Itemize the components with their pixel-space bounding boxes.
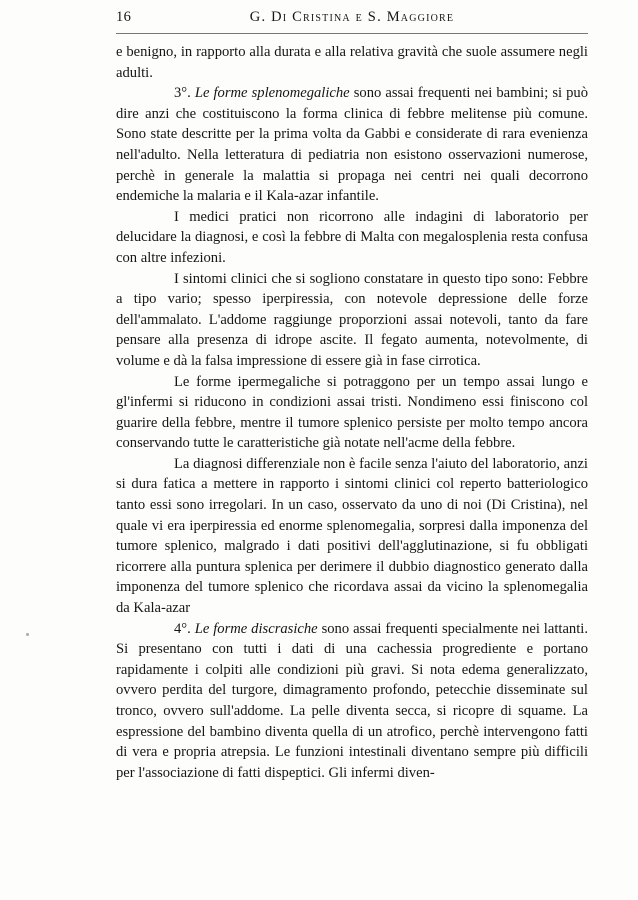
paragraph-text: La diagnosi differenziale non è facile senza l'aiuto del laboratorio, anzi si dura fatica a mettere in rapporto i sintomi clinici col reperto batteriologico tanto essi sono irregolari. In un caso, osservato da uno di noi (Di Cristina), nel quale vi era iperpiressia ed enorme splenomegalia, sorpresi dalla imponenza del tumore splenico, malgrado i dati positivi dell'agglutinazione, si fu obbligati ricorrere alla puntura splenica per derimere il dubbio diagnostico generato dalla imponenza del tumore splenico che ricordava assai da vicino la splenomegalia da Kala-azar xyxy=(116,455,588,617)
paragraph xyxy=(116,207,588,269)
header-rule xyxy=(116,33,588,34)
page-number: 16 xyxy=(116,9,132,25)
paragraph-text: Le forme ipermegaliche si potraggono per un tempo assai lungo e gl'infermi si riducono in condizioni assai tristi. Nondimeno essi finiscono col guarire della febbre, mentre il tumore splenico persiste per molto tempo ancora conservando tutte le caratteristiche già notate nell'acme della febbre. xyxy=(116,373,588,452)
paragraph-text: e benigno, in rapporto alla durata e alla relativa gravità che suole assumere negli adulti. xyxy=(116,44,588,81)
italic-heading: Le forme splenomegaliche xyxy=(194,85,350,102)
paragraph-text: sono assai frequenti specialmente nei lattanti. Si presentano con tutti i dati di una cachessia progrediente e portano rapidamente i colpiti alle condizioni più gravi. Si nota edema generalizzato, ovvero perdita del turgore, dimagramento profondo, petecchie disseminate sul tronco, ovvero sull'addome. La pelle diventa secca, si ricopre di squame. La espressione del bambino diventa quella di un atrofico, perchè intervengono fatti di vera e propria atrepsia. Le funzioni intestinali diventano sempre più difficili per l'associazione di fatti dispeptici. Gli infermi diven- xyxy=(116,620,588,781)
paragraph-text: 4°. xyxy=(174,620,195,637)
paragraph xyxy=(116,42,588,83)
paragraph xyxy=(116,269,588,372)
body-text xyxy=(116,42,588,783)
paragraph-text: sono assai frequenti nei bambini; si può dire anzi che costituiscono la forma clinica di febbre melitense più comune. Sono state descritte per la prima volta da Gabbi e considerate di rara evenienza nell'adulto. Nella letteratura di pediatria non esistono osservazioni numerose, perchè in generale la malattia si propaga nei centri nei quali decorrono endemiche la malaria e il Kala-azar infantile. xyxy=(116,85,588,205)
paragraph xyxy=(116,83,588,207)
paragraph-text: I sintomi clinici che si sogliono constatare in questo tipo sono: Febbre a tipo vario; spesso iperpiressia, con notevole depressione delle forze dell'ammalato. L'addome raggiunge proporzioni assai notevoli, tanto da fare pensare alla presenza di idrope ascite. Il fegato aumenta, notevolmente, di volume e dà la falsa impressione di essere già in fase cirrotica. xyxy=(116,270,588,369)
paragraph xyxy=(116,372,588,454)
page-header xyxy=(116,9,588,29)
italic-heading: Le forme discrasiche xyxy=(194,620,318,637)
paragraph xyxy=(116,454,588,619)
paragraph-text: 3°. xyxy=(174,85,195,102)
running-head: G. Di Cristina e S. Maggiore xyxy=(249,9,455,25)
scan-speck xyxy=(26,633,29,636)
paragraph-text: I medici pratici non ricorrono alle indagini di laboratorio per delucidare la diagnosi, e così la febbre di Malta con megalosplenia resta confusa con altre infezioni. xyxy=(116,208,588,266)
paragraph xyxy=(116,619,588,784)
